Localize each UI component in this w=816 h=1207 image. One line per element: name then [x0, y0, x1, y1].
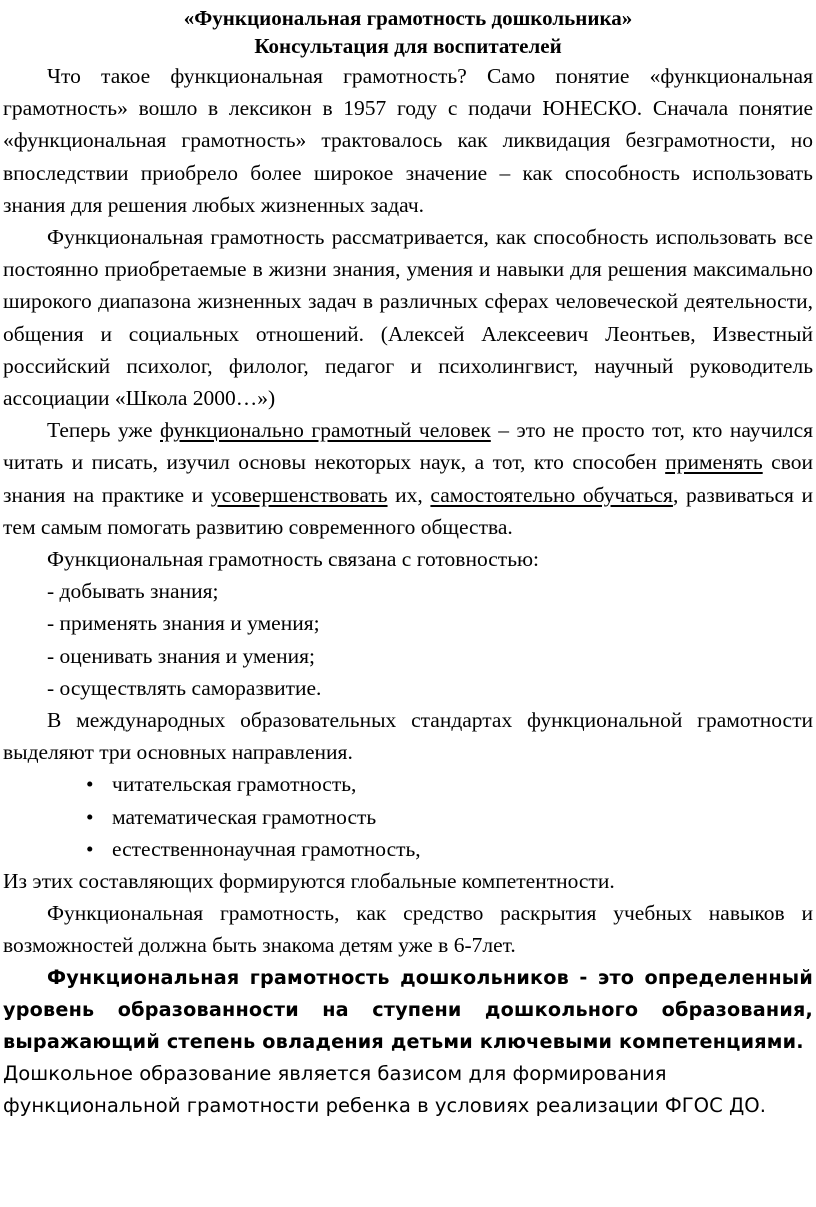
- list-item: [3, 833, 813, 865]
- text-segment: Теперь уже: [47, 418, 161, 443]
- paragraph-leontiev-definition: Функциональная грамотность рассматривается, как способность использовать все постоянно приобретаемые в жизни знания, умения и навыки для решения максимально широкого диапазона жизненных задач в различных сферах человеческой деятельности, общения и социальных отношений. (Алексей Алексеевич Леонтьев, Известный российский психолог, филолог, педагог и психолингвист, научный руководитель ассоциации «Школа 2000…»): [3, 225, 813, 411]
- text-segment: их,: [387, 482, 431, 507]
- readiness-list: [3, 575, 813, 704]
- list-item: - осуществлять саморазвитие.: [47, 675, 322, 700]
- list-item: - оценивать знания и умения;: [47, 643, 315, 668]
- list-item-label: естественнонаучная грамотность,: [112, 836, 421, 861]
- list-item-label: математическая грамотность: [112, 804, 377, 829]
- underlined-phrase: применять: [665, 450, 763, 475]
- document-title: «Функциональная грамотность дошкольника»: [183, 6, 633, 30]
- list-item: [3, 768, 813, 800]
- text-segment: – это не просто тот, кто научился читать и писать, изучил основы некоторых наук, а тот, кто способен: [3, 418, 814, 475]
- paragraph-literate-person: [3, 414, 813, 543]
- bullet-icon: •: [86, 836, 94, 861]
- paragraph-global-competencies: Из этих составляющих формируются глобальные компетентности.: [3, 869, 615, 894]
- list-item: [3, 801, 813, 833]
- bullet-icon: •: [86, 804, 94, 829]
- list-item-label: читательская грамотность,: [112, 772, 357, 797]
- directions-list: [3, 768, 813, 865]
- readiness-intro: Функциональная грамотность связана с готовностью:: [47, 547, 540, 572]
- underlined-phrase: самостоятельно обучаться: [430, 482, 673, 507]
- paragraph-closing: Дошкольное образование является базисом для формирования функциональной грамотности ребенка в условиях реализации ФГОС ДО.: [3, 1062, 766, 1118]
- paragraph-directions: В международных образовательных стандартах функциональной грамотности выделяют три основных направления.: [3, 708, 813, 765]
- document-subtitle: Консультация для воспитателей: [254, 34, 562, 58]
- list-item: - добывать знания;: [47, 579, 219, 604]
- text-segment: свои знания на практике и: [3, 450, 813, 507]
- text-segment: , развиваться и тем самым помогать развитию современного общества.: [3, 482, 814, 539]
- paragraph-definition-history: Что такое функциональная грамотность? Само понятие «функциональная грамотность» вошло в лексикон в 1957 году с подачи ЮНЕСКО. Сначала понятие «функциональная грамотность» трактовалось как ликвидация безграмотности, но впоследствии приобрело более широкое значение – как способность использовать знания для решения любых жизненных задач.: [3, 64, 813, 217]
- underlined-phrase: функционально грамотный человек: [160, 418, 491, 443]
- list-item: - применять знания и умения;: [47, 611, 320, 636]
- paragraph-preschool-definition: Функциональная грамотность дошкольников - это определенный уровень образованности на ступени дошкольного образования, выражающий степень овладения детьми ключевыми компетенциями.: [3, 965, 813, 1054]
- bullet-icon: •: [86, 772, 94, 797]
- underlined-phrase: усовершенствовать: [210, 482, 388, 507]
- paragraph-age: Функциональная грамотность, как средство раскрытия учебных навыков и возможностей должна быть знакома детям уже в 6-7лет.: [3, 901, 813, 958]
